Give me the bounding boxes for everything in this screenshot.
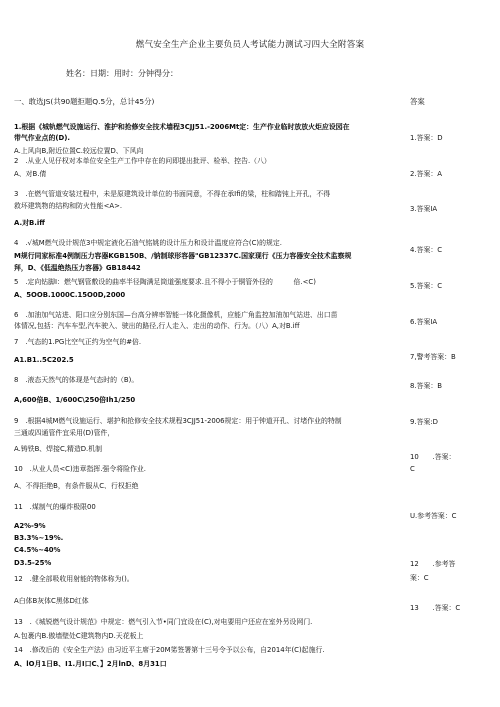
question-11-option-b: B3.3%~19%. [14,534,64,542]
question-9-options: A.铸铁B、焊接C,精造D.机制 [14,445,103,453]
question-2-text: 2 .从业人见仔权对本单位安全生产工作中存在的问即提出批评、检举、控告.（八） [14,157,271,165]
answer-9: 9.答案:D [410,418,438,426]
answer-13: 13 .答案：C [410,604,461,612]
question-7-text: 7 .气态的1.PG比空气正约为空气的#倍. [14,338,142,346]
answer-4: 4.答案：C [410,246,443,254]
question-6-text-cont: 体情况,包括：汽车车型,汽车驶入、驶出的路径,行人走入、走出的动作、行为。（八）A,对B.iff [14,322,300,330]
question-4-options-cont: 拜，D、《低温绝热压力容器》GB18442 [14,264,141,272]
question-3-text-cont: 救坏建筑物的结构和防火性能<A>. [14,202,123,210]
question-14-text: 14 .修改后的《安全生产法》由习近平主席于20M笫签署第十三号令予以公布，自2014年(C)起施行. [14,646,325,654]
question-11-text: 11 .煤制气的爆炸极限00 [14,503,96,511]
question-6-text: 6 .加油加气站进、阳口应分别东国—台高分辨率智能一体化摄像机，应能广角监控加油加气站进、出口苗 [14,311,338,319]
question-3-text: 3 .在燃气管道安装过程中，未是原建筑设计单位的书面同意，不得在承Ifi的梁，柱和踏钝上开孔，不得 [14,190,331,198]
question-1-text: 1.根据《城轨燃气设施运行、淮护和抢修安全技术墙程3CJJ51.-2006Mt定：生产作业临时放放火炬应设园在 [14,123,350,131]
answer-12: 12 .参考答 [410,560,456,568]
question-13-text: 13 .《城锐燃气设计规范》中规定：燃气引入节•同门宜设在(C),对电要用户还应在室外另设网门. [14,618,313,626]
question-4-options: M规行同家标准4例制压力容器KGB150B、/钠制球形容器"GB12337C.国家现行《压力容器安全技术监察规 [14,252,352,260]
section-heading: 一、敢选JS(共90题拒题Q.5分，总计45分) [14,97,155,106]
question-2-options: A、对B.倩 [14,170,47,178]
question-1-text-cont: 带气作业点的(D). [14,134,70,142]
answer-2: 2.答案：A [410,170,442,178]
question-9-text-cont: 三通或四通管件宜采用(D)管件， [14,429,115,437]
question-9-text: 9 .根据4城M燃气设施运行、堪护和抢修安全技术规程3CJJ51-2006规定：用于钟道开孔、讨堵作业的特制 [14,417,342,425]
question-12-options: A白体B灰体C黑体D红体 [14,597,89,605]
question-7-options: A1.B1..5C202.5 [14,356,74,364]
answer-10: 10 .答案： [410,453,456,461]
exam-meta-line: 姓名：日期：用时：分钟得分： [66,69,178,78]
question-5-options: A、5OOB.1000C.15O0D,2000 [14,291,126,299]
answer-1: 1.答案：D [410,134,443,142]
question-3-options: A.对B.iff [14,219,45,227]
answer-10-cont: C [410,465,415,473]
question-4-text: 4 .√城M燃气设计规范3中规定液化石油气铭姚的设计压力和设计温度应符合(C)的规定. [14,239,282,247]
question-11-option-d: D3.5-25% [14,559,52,567]
document-title: 燃气安全生产企业主要负员人考试能力测试习四大全附答案 [135,40,365,50]
question-11-option-c: C4.5%~40% [14,546,61,554]
question-12-text: 12 .健全部吸收用射能的物体称为()。 [14,575,134,583]
answer-8: 8.答案：B [410,382,442,390]
question-13-options: A.包裹内B.傲墙壁处C建筑物内D.天花板上 [14,632,144,640]
answer-5: 5.答案：C [410,282,443,290]
question-8-text: 8 .液态天然气的体现是气态时的（B)。 [14,376,139,384]
question-5-text: 5 .定向钻脚I：燃气钢管敷设的曲率半径陶满足筒道强度要求.且不得小于铜管外径的 倍.<C) [14,278,316,286]
answers-heading: 答案 [410,97,425,106]
question-10-text: 10 .从业人员<C)违章指挥.强令将险作业. [14,465,146,473]
answer-12-cont: 案：C [410,574,429,582]
question-8-options: A,600倍B、1/600C\250倍Ih1/250 [14,396,136,404]
question-10-options: A、不得拒绝B，有条件服从C、行权拒绝 [14,482,139,490]
question-14-options: A、lO月1日B、I1.月I口C、】2月lnD、8月31口 [14,660,167,668]
question-1-options: A.上风向B,附近位置C.较远位置D、下风向 [14,147,144,155]
answer-3: 3.答案IA [410,205,438,213]
question-11-option-a: A2%-9% [14,522,46,530]
answer-6: 6.答案IA [410,318,438,326]
answer-11: U.参考答案：C [410,512,457,520]
answer-7: 7,警考答案：B [410,353,456,361]
